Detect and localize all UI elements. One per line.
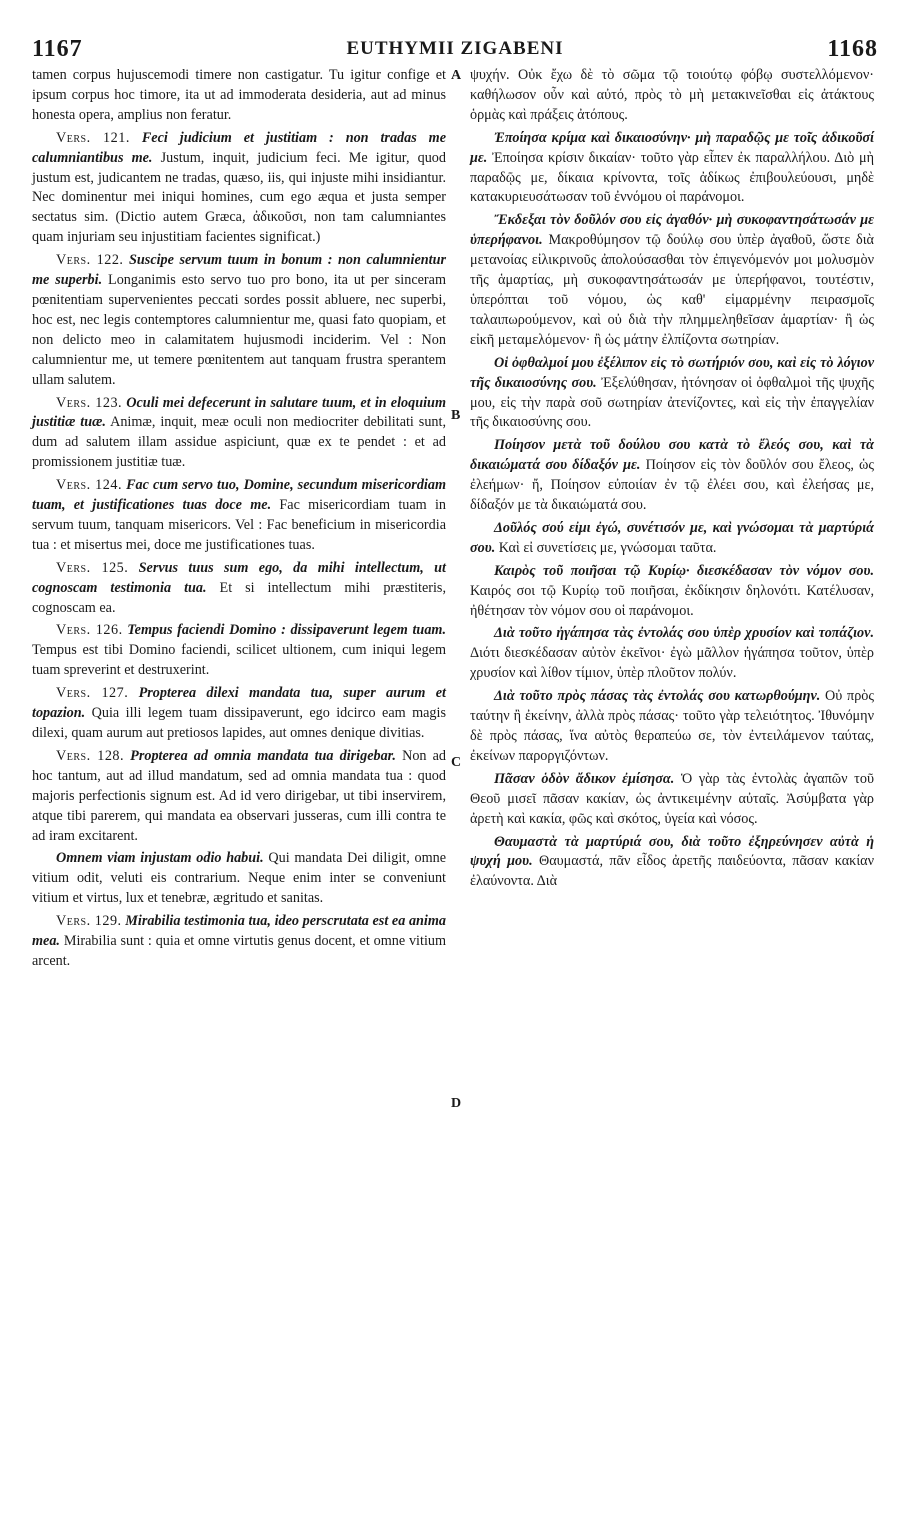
greek-paragraph bbox=[470, 624, 874, 684]
greek-column bbox=[470, 66, 874, 895]
commentary-text: Ὁ γὰρ τὰς ἐντολὰς ἀγαπῶν τοῦ Θεοῦ μισεῖ πᾶσαν κακίαν, ὡς ἀντικειμένην αὐταῖς. Ἀσύμβατα γὰρ ἀρετὴ καὶ κακία, φῶς καὶ σκότος, ὑγεία καὶ νόσος. bbox=[470, 770, 874, 827]
commentary-text: Et si intellectum mihi præstiteris, cognoscam ea. bbox=[32, 579, 446, 616]
latin-paragraph bbox=[32, 394, 446, 474]
verse-number: Vers. 123. bbox=[56, 394, 123, 411]
verse-lemma: Oculi mei defecerunt in salutare tuum, et in eloquium justitiæ tuæ. bbox=[32, 394, 446, 431]
commentary-text: Μακροθύμησον τῷ δούλῳ σου ὑπὲρ ἀγαθοῦ, ὥστε διὰ μετανοίας εἰλικρινοῦς ἀπολούσασθαι τὸν ἐπιγενόμενόν μοι μολυσμὸν τῆς ἁμαρτίας, μὴ συκοφαντησάτωσάν με ὑπερήφανοι, τουτέστιν, ὑπερόπται τοῦ νόμου, ὡς καθ' εἱμαρμένην πειρασμοῖς ταλαιπωρούμενον, καὶ οὐ διὰ τὴν πλημμεληθεῖσαν ἁμαρτίαν· ἢ ὡς εἰκῆ μεταμελόμενον· ἢ ὡς μάτην ἐλπίζοντα σωτηρίαν. bbox=[470, 232, 874, 348]
page-number-left: 1167 bbox=[32, 36, 83, 62]
latin-paragraph bbox=[32, 476, 446, 556]
greek-paragraph bbox=[470, 211, 874, 350]
verse-lemma: Propterea ad omnia mandata tua dirigebar. bbox=[130, 747, 396, 764]
commentary-text: Καὶ εἰ συνετίσεις με, γνώσομαι ταῦτα. bbox=[498, 539, 717, 556]
verse-lemma: Πᾶσαν ὁδὸν ἄδικον ἐμίσησα. bbox=[494, 770, 675, 787]
verse-lemma: Propterea dilexi mandata tua, super aurum et topazion. bbox=[32, 685, 447, 722]
commentary-text: Mirabilia sunt : quia et omne virtutis genus docent, et omne vitium arcent. bbox=[32, 933, 447, 969]
commentary-text: Quia illi legem tuam dissipaverunt, ego idcirco eam magis dilexi, quam aurum aut pretiosos lapides, aut omnes denique divitias. bbox=[32, 705, 446, 741]
latin-paragraph bbox=[32, 849, 446, 909]
greek-paragraph bbox=[470, 833, 874, 893]
commentary-text: Διότι διεσκέδασαν αὐτὸν ἐκεῖνοι· ἐγὼ μᾶλλον ἠγάπησα τοῦτον, ὑπὲρ χρυσίον καὶ λίθον τίμιον, ὑπὲρ πλοῦτον πολύν. bbox=[470, 645, 874, 682]
greek-paragraph bbox=[470, 436, 874, 516]
verse-number: Vers. 128. bbox=[56, 747, 125, 764]
margin-marker-b: B bbox=[451, 408, 461, 423]
verse-lemma: Feci judicium et justitiam : non tradas me calumniantibus me. bbox=[32, 129, 447, 166]
verse-lemma: Δοῦλός σού εἰμι ἐγώ, συνέτισόν με, καὶ γνώσομαι τὰ μαρτύριά σου. bbox=[470, 519, 874, 556]
page-number-right: 1168 bbox=[827, 36, 878, 62]
commentary-text: Tempus est tibi Domino faciendi, scilicet ultionem, cum iniqui legem tuam spreverint et destruxerint. bbox=[32, 642, 446, 679]
verse-lemma: Ἔκδεξαι τὸν δοῦλόν σου εἰς ἀγαθόν· μὴ συκοφαντησάτωσάν με ὑπερήφανοι. bbox=[470, 212, 874, 249]
commentary-text: Longanimis esto servo tuo pro bono, ita ut per sinceram pœnitentiam supervenientes peccati sordes possit abluere, nec superbi, hoc est, nec legis contemptores calumnientur me, quasi fato quopiam, et non delicto meo in calamitatem hujusmodi inciderim. Vel : Non calumnientur me, ut temere pœnitentem aut tanquam frustra sperantem ullam salutem. bbox=[32, 272, 446, 388]
greek-paragraph bbox=[470, 519, 874, 559]
verse-lemma: Οἱ ὀφθαλμοί μου ἐξέλιπον εἰς τὸ σωτήριόν σου, καὶ εἰς τὸ λόγιον τῆς δικαιοσύνης σου. bbox=[470, 354, 874, 391]
margin-marker-c: C bbox=[451, 755, 462, 770]
commentary-text: tamen corpus hujuscemodi timere non castigatur. Tu igitur confige et ipsum corpus hoc timore, ita ut ad immoderata desideria, aut ad minus honesta opera, amplius non feratur. bbox=[32, 67, 446, 123]
commentary-text: Ἐποίησα κρίσιν δικαίαν· τοῦτο γὰρ εἶπεν ἐκ παραλλήλου. Διὸ μὴ παραδῷς με, δίκαια κρίνοντα, τοῖς ἀδίκως ἐπιβουλεύουσι, μηδὲ κατακυριευσάτωσαν τοῦ ἐννόμου οἱ παράνομοι. bbox=[470, 149, 874, 206]
latin-paragraph bbox=[32, 747, 446, 847]
commentary-text: Qui mandata Dei diligit, omne vitium odit, veluti eis contrarium. Neque enim inter se conveniunt vitium et virtus, lux et tenebræ, ægritudo et sanitas. bbox=[32, 850, 447, 907]
commentary-text: Fac misericordiam tuam in servum tuum, tanquam misericors. Vel : Fac beneficium in misericordia tua : et misertus mei, doce me justificationes tuas. bbox=[32, 497, 446, 553]
verse-number: Vers. 124. bbox=[56, 477, 123, 494]
verse-number: Vers. 125. bbox=[56, 559, 129, 576]
commentary-text: Animæ, inquit, meæ oculi non mediocriter debilitati sunt, dum ad salutem illam assidue aspiciunt, quæ ex te pendet : et ad promissionem justitiæ tuæ. bbox=[32, 414, 446, 471]
latin-paragraph bbox=[32, 129, 446, 248]
commentary-text: Οὐ πρὸς ταύτην ἢ ἐκείνην, ἀλλὰ πρὸς πάσας· τοῦτο γὰρ τελειότητος. Ἰθυνόμην δὲ πρὸς πάσας, ἵνα αὐτὸς θεραπεύω σε, τὸν ἐντειλάμενον ταύτας, ἐκείνων παροργιζόντων. bbox=[470, 688, 874, 764]
verse-lemma: Tempus faciendi Domino : dissipaverunt legem tuam. bbox=[127, 622, 446, 639]
greek-paragraph bbox=[470, 770, 874, 830]
verse-lemma: Ἐποίησα κρίμα καὶ δικαιοσύνην· μὴ παραδῷς με τοῖς ἀδικοῦσί με. bbox=[470, 129, 874, 166]
verse-number: Vers. 126. bbox=[56, 622, 123, 639]
greek-paragraph bbox=[470, 129, 874, 209]
margin-marker-d: D bbox=[451, 1096, 462, 1111]
greek-paragraph bbox=[470, 562, 874, 622]
margin-marker-a: A bbox=[451, 68, 462, 83]
commentary-text: ψυχήν. Οὐκ ἔχω δὲ τὸ σῶμα τῷ τοιούτῳ φόβῳ συστελλόμενον· καθήλωσον οὖν καὶ αὐτό, πρὸς τὸ μὴ μετακινεῖσθαι εἰς ἀτάκτους ὁρμὰς καὶ πράξεις ἀτόπους. bbox=[470, 67, 874, 123]
verse-lemma: Fac cum servo tuo, Domine, secundum misericordiam tuam, et justificationes tuas doce me. bbox=[32, 477, 446, 514]
verse-lemma: Omnem viam injustam odio habui. bbox=[56, 850, 264, 867]
latin-column bbox=[32, 66, 446, 975]
page-header bbox=[32, 36, 878, 64]
verse-lemma: Καιρὸς τοῦ ποιῆσαι τῷ Κυρίῳ· διεσκέδασαν τὸν νόμον σου. bbox=[494, 562, 874, 579]
latin-paragraph bbox=[32, 66, 446, 126]
greek-paragraph bbox=[470, 354, 874, 434]
latin-paragraph bbox=[32, 621, 446, 681]
commentary-text: Ἐξελύθησαν, ἠτόνησαν οἱ ὀφθαλμοὶ τῆς ψυχῆς μου, εἰς τὴν παρὰ σοῦ σωτηρίαν ἀτενίζοντες, καὶ εἰς τὴν ἐπαγγελίαν τῆς δικαιοσύνης σου. bbox=[470, 374, 874, 431]
commentary-text: Justum, inquit, judicium feci. Me igitur, quod justum est, judicantem ne tradas, quæso, iis, qui injuste mihi insidiantur. Nec dominentur mei iniqui homines, cum ego æqua et justa semper sectatus sim. (Dictio autem Græca, ἀδικοῦσι, non tam calumniantes quam injuriam seu injustitiam facientes significat.) bbox=[32, 149, 446, 246]
latin-paragraph bbox=[32, 251, 446, 390]
verse-lemma: Suscipe servum tuum in bonum : non calumnientur me superbi. bbox=[32, 252, 446, 289]
verse-lemma: Mirabilia testimonia tua, ideo perscrutata est ea anima mea. bbox=[32, 913, 446, 950]
greek-paragraph bbox=[470, 687, 874, 767]
commentary-text: Θαυμαστά, πᾶν εἶδος ἀρετῆς παιδεύοντα, πᾶσαν κακίαν ἐλαύνοντα. Διὰ bbox=[470, 853, 874, 890]
commentary-text: Non ad hoc tantum, aut ad illud mandatum, sed ad omnia mandata tua : quod majoris perfectionis signum est. Ad id vero dirigebar, ut tibi inservirem, atque tibi parerem, qui mandata ea observari jusseras, cum illi contra te ad iram excitarent. bbox=[32, 747, 447, 844]
latin-paragraph bbox=[32, 684, 446, 744]
verse-number: Vers. 129. bbox=[56, 913, 122, 930]
verse-lemma: Διὰ τοῦτο πρὸς πάσας τὰς ἐντολάς σου κατωρθούμην. bbox=[494, 688, 821, 705]
verse-lemma: Servus tuus sum ego, da mihi intellectum, ut cognoscam testimonia tua. bbox=[32, 559, 446, 596]
running-title: EUTHYMII ZIGABENI bbox=[346, 38, 564, 59]
verse-number: Vers. 121. bbox=[56, 129, 130, 146]
commentary-text: Ποίησον εἰς τὸν δοῦλόν σου ἔλεος, ὡς ἐλεήμων· ἤ, Ποίησον εὐποιίαν ἐν τῷ ἐλέει σου, καὶ ἐλεήσας με, δίδαξόν με τὰ δικαιώματά σου. bbox=[470, 457, 874, 514]
commentary-text: Καιρός σοι τῷ Κυρίῳ τοῦ ποιῆσαι, ἐκδίκησιν δηλονότι. Κατέλυσαν, ἠθέτησαν τὸν νόμον σου οἱ παράνομοι. bbox=[470, 582, 874, 619]
latin-paragraph bbox=[32, 912, 446, 972]
verse-lemma: Ποίησον μετὰ τοῦ δούλου σου κατὰ τὸ ἔλεός σου, καὶ τὰ δικαιώματά σου δίδαξόν με. bbox=[470, 437, 874, 474]
greek-paragraph bbox=[470, 66, 874, 126]
latin-paragraph bbox=[32, 559, 446, 619]
verse-number: Vers. 122. bbox=[56, 252, 124, 269]
verse-lemma: Θαυμαστὰ τὰ μαρτύριά σου, διὰ τοῦτο ἐξηρεύνησεν αὐτὰ ἡ ψυχή μου. bbox=[470, 833, 874, 870]
verse-lemma: Διὰ τοῦτο ἠγάπησα τὰς ἐντολάς σου ὑπὲρ χρυσίον καὶ τοπάζιον. bbox=[494, 625, 874, 642]
verse-number: Vers. 127. bbox=[56, 685, 129, 702]
